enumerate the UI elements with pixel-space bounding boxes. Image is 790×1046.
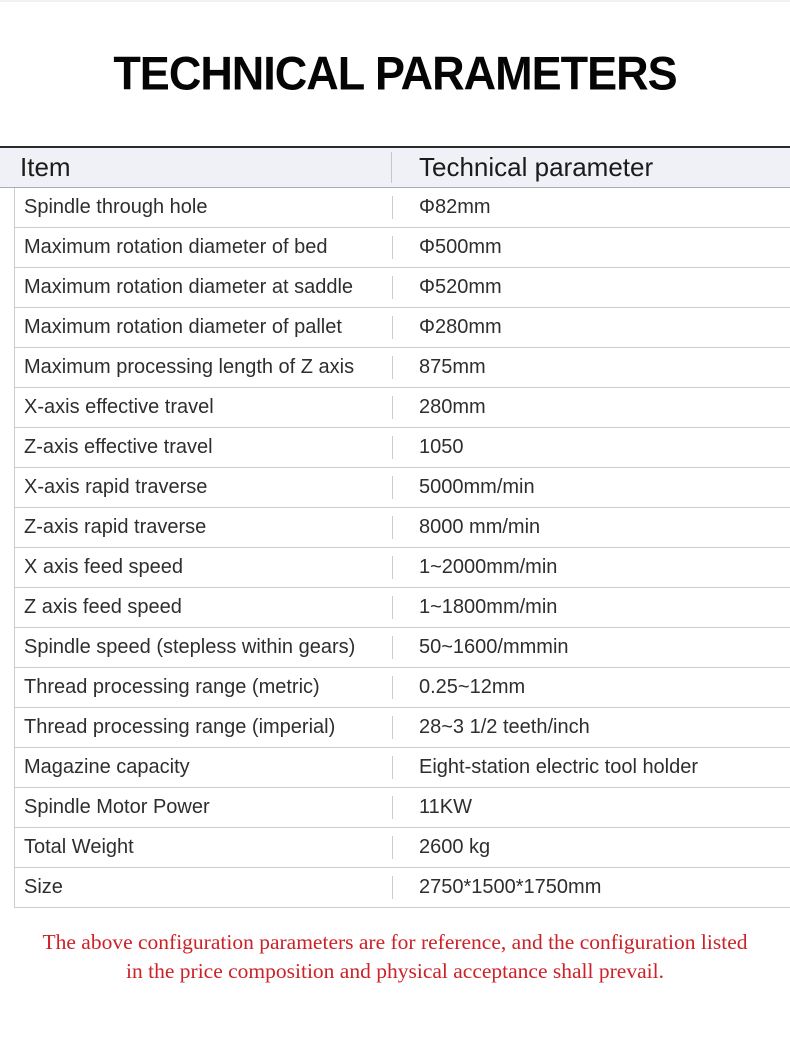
table-body bbox=[14, 188, 790, 908]
item-cell: Z axis feed speed bbox=[24, 596, 182, 618]
table-row bbox=[15, 268, 790, 308]
value-cell: 280mm bbox=[392, 396, 790, 419]
table-row bbox=[15, 228, 790, 268]
item-cell: Maximum rotation diameter of bed bbox=[24, 236, 328, 258]
value-cell: 50~1600/mmmin bbox=[392, 636, 790, 659]
value-cell: 8000 mm/min bbox=[392, 516, 790, 539]
value-cell: Eight-station electric tool holder bbox=[392, 756, 790, 779]
value-cell: 2600 kg bbox=[392, 836, 790, 859]
value-cell: 11KW bbox=[392, 796, 790, 819]
table-row bbox=[15, 348, 790, 388]
table-row bbox=[15, 188, 790, 228]
page-title: TECHNICAL PARAMETERS bbox=[113, 46, 677, 101]
spec-table bbox=[0, 146, 790, 908]
item-cell: X-axis effective travel bbox=[24, 396, 214, 418]
item-cell: Spindle speed (stepless within gears) bbox=[24, 636, 356, 658]
item-cell: Magazine capacity bbox=[24, 756, 190, 778]
value-cell: 5000mm/min bbox=[392, 476, 790, 499]
item-cell: Z-axis rapid traverse bbox=[24, 516, 207, 538]
item-cell: Thread processing range (metric) bbox=[24, 676, 320, 698]
value-cell: Φ82mm bbox=[392, 196, 790, 219]
value-cell: 0.25~12mm bbox=[392, 676, 790, 699]
value-cell: 875mm bbox=[392, 356, 790, 379]
table-row bbox=[15, 508, 790, 548]
item-cell: X-axis rapid traverse bbox=[24, 476, 208, 498]
table-row bbox=[15, 588, 790, 628]
value-cell: 1050 bbox=[392, 436, 790, 459]
header-cell-parameter: Technical parameter bbox=[391, 152, 790, 183]
table-row bbox=[15, 828, 790, 868]
table-row bbox=[15, 468, 790, 508]
table-row bbox=[15, 708, 790, 748]
item-cell: Maximum processing length of Z axis bbox=[24, 356, 355, 378]
value-cell: Φ520mm bbox=[392, 276, 790, 299]
item-cell: Thread processing range (imperial) bbox=[24, 716, 336, 738]
table-row bbox=[15, 868, 790, 908]
table-row bbox=[15, 308, 790, 348]
disclaimer-line-1: The above configuration parameters are for reference, and the configuration listed bbox=[42, 930, 748, 954]
table-row bbox=[15, 548, 790, 588]
item-cell: Spindle Motor Power bbox=[24, 796, 210, 818]
table-header bbox=[0, 146, 790, 188]
item-cell: Size bbox=[24, 876, 63, 898]
item-cell: Maximum rotation diameter of pallet bbox=[24, 316, 342, 338]
value-cell: 28~3 1/2 teeth/inch bbox=[392, 716, 790, 739]
item-cell: Spindle through hole bbox=[24, 196, 208, 218]
disclaimer-text bbox=[0, 928, 790, 986]
table-row bbox=[15, 388, 790, 428]
value-cell: Φ280mm bbox=[392, 316, 790, 339]
value-cell: 1~2000mm/min bbox=[392, 556, 790, 579]
value-cell: 1~1800mm/min bbox=[392, 596, 790, 619]
table-row bbox=[15, 788, 790, 828]
item-cell: Total Weight bbox=[24, 836, 134, 858]
header-cell-item: Item bbox=[20, 152, 71, 182]
table-row bbox=[15, 628, 790, 668]
value-cell: Φ500mm bbox=[392, 236, 790, 259]
item-cell: Maximum rotation diameter at saddle bbox=[24, 276, 354, 298]
value-cell: 2750*1500*1750mm bbox=[392, 876, 790, 899]
table-row bbox=[15, 668, 790, 708]
table-row bbox=[15, 748, 790, 788]
top-edge-divider bbox=[0, 0, 790, 2]
table-row bbox=[15, 428, 790, 468]
item-cell: X axis feed speed bbox=[24, 556, 183, 578]
item-cell: Z-axis effective travel bbox=[24, 436, 213, 458]
disclaimer-line-2: in the price composition and physical acceptance shall prevail. bbox=[126, 959, 664, 983]
